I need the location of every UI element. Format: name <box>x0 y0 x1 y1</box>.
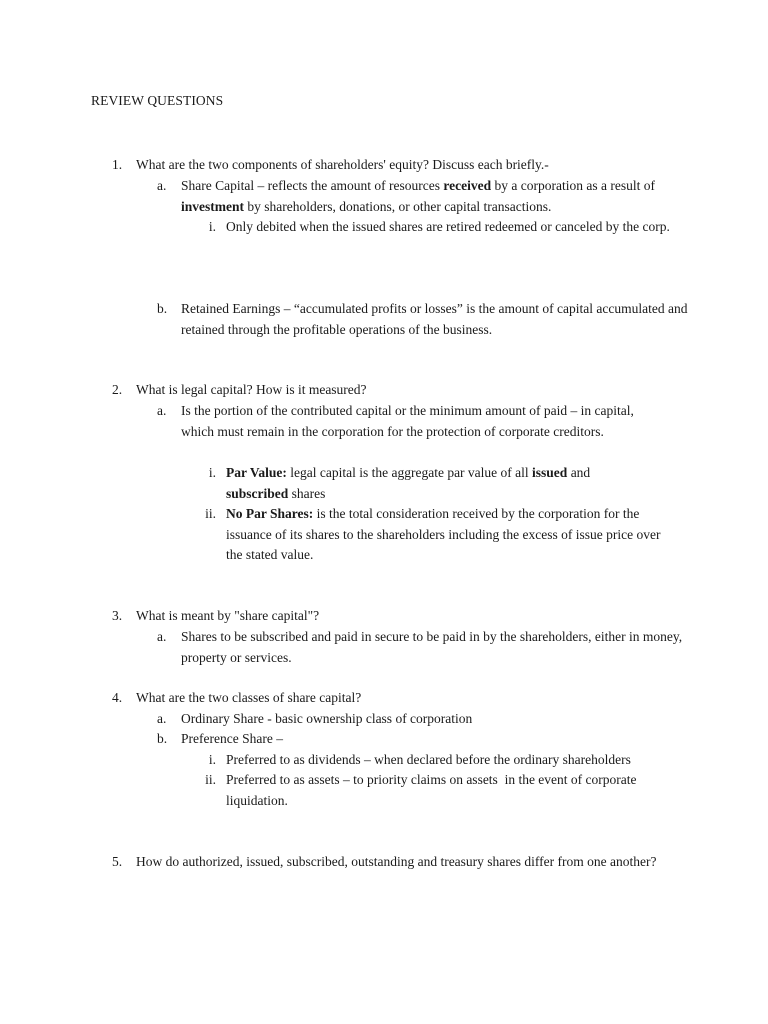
sub-sub-item-numeral: i. <box>208 752 216 767</box>
sub-sub-item-text: Preferred to as dividends – when declared before the ordinary shareholders <box>226 752 631 767</box>
question-number: 5. <box>112 854 123 869</box>
sub-item-letter: a. <box>157 629 167 644</box>
sub-sub-item-numeral: ii. <box>205 772 216 787</box>
question-text: What are the two classes of share capital? <box>136 690 362 705</box>
sub-item-letter: a. <box>157 711 167 726</box>
question-text: What are the two components of shareholders' equity? Discuss each briefly.- <box>136 157 549 172</box>
sub-sub-item-numeral: ii. <box>205 506 216 521</box>
page-title: REVIEW QUESTIONS <box>91 93 224 108</box>
question-number: 3. <box>112 608 123 623</box>
sub-item-letter: a. <box>157 178 167 193</box>
sub-sub-item-text: Only debited when the issued shares are retired redeemed or canceled by the corp. <box>226 219 670 234</box>
sub-sub-item-text: Par Value: legal capital is the aggregate par value of all issued and subscribed shares <box>226 465 591 501</box>
sub-item-text: Ordinary Share - basic ownership class of corporation <box>181 711 473 726</box>
question-number: 1. <box>112 157 123 172</box>
sub-item-text: Preference Share – <box>181 731 283 746</box>
sub-sub-item-text: Preferred to as assets – to priority claims on assets in the event of corporate liquidation. <box>226 772 640 808</box>
question-text: How do authorized, issued, subscribed, outstanding and treasury shares differ from one another? <box>136 854 657 869</box>
question-text: What is legal capital? How is it measured? <box>136 382 367 397</box>
question-text: What is meant by "share capital"? <box>136 608 320 623</box>
sub-sub-item-numeral: i. <box>208 219 216 234</box>
question-number: 2. <box>112 382 123 397</box>
sub-item-letter: b. <box>157 731 168 746</box>
sub-item-letter: a. <box>157 403 167 418</box>
sub-sub-item-numeral: i. <box>208 465 216 480</box>
sub-item-text: Retained Earnings – “accumulated profits or losses” is the amount of capital accumulated and retained through the profitable operations of the business. <box>181 301 688 337</box>
sub-item-text: Shares to be subscribed and paid in secure to be paid in by the shareholders, either in money, property or services. <box>181 629 683 665</box>
sub-item-text: Is the portion of the contributed capital or the minimum amount of paid – in capital, which must remain in the corporation for the protection of corporate creditors. <box>181 403 634 439</box>
sub-item-letter: b. <box>157 301 168 316</box>
sub-item-text: Share Capital – reflects the amount of resources received by a corporation as a result of investment by shareholders, donations, or other capital transactions. <box>181 178 655 214</box>
sub-sub-item-text: No Par Shares: is the total consideration received by the corporation for the issuance of its shares to the shareholders including the excess of issue price over the stated value. <box>226 506 661 562</box>
question-number: 4. <box>112 690 123 705</box>
